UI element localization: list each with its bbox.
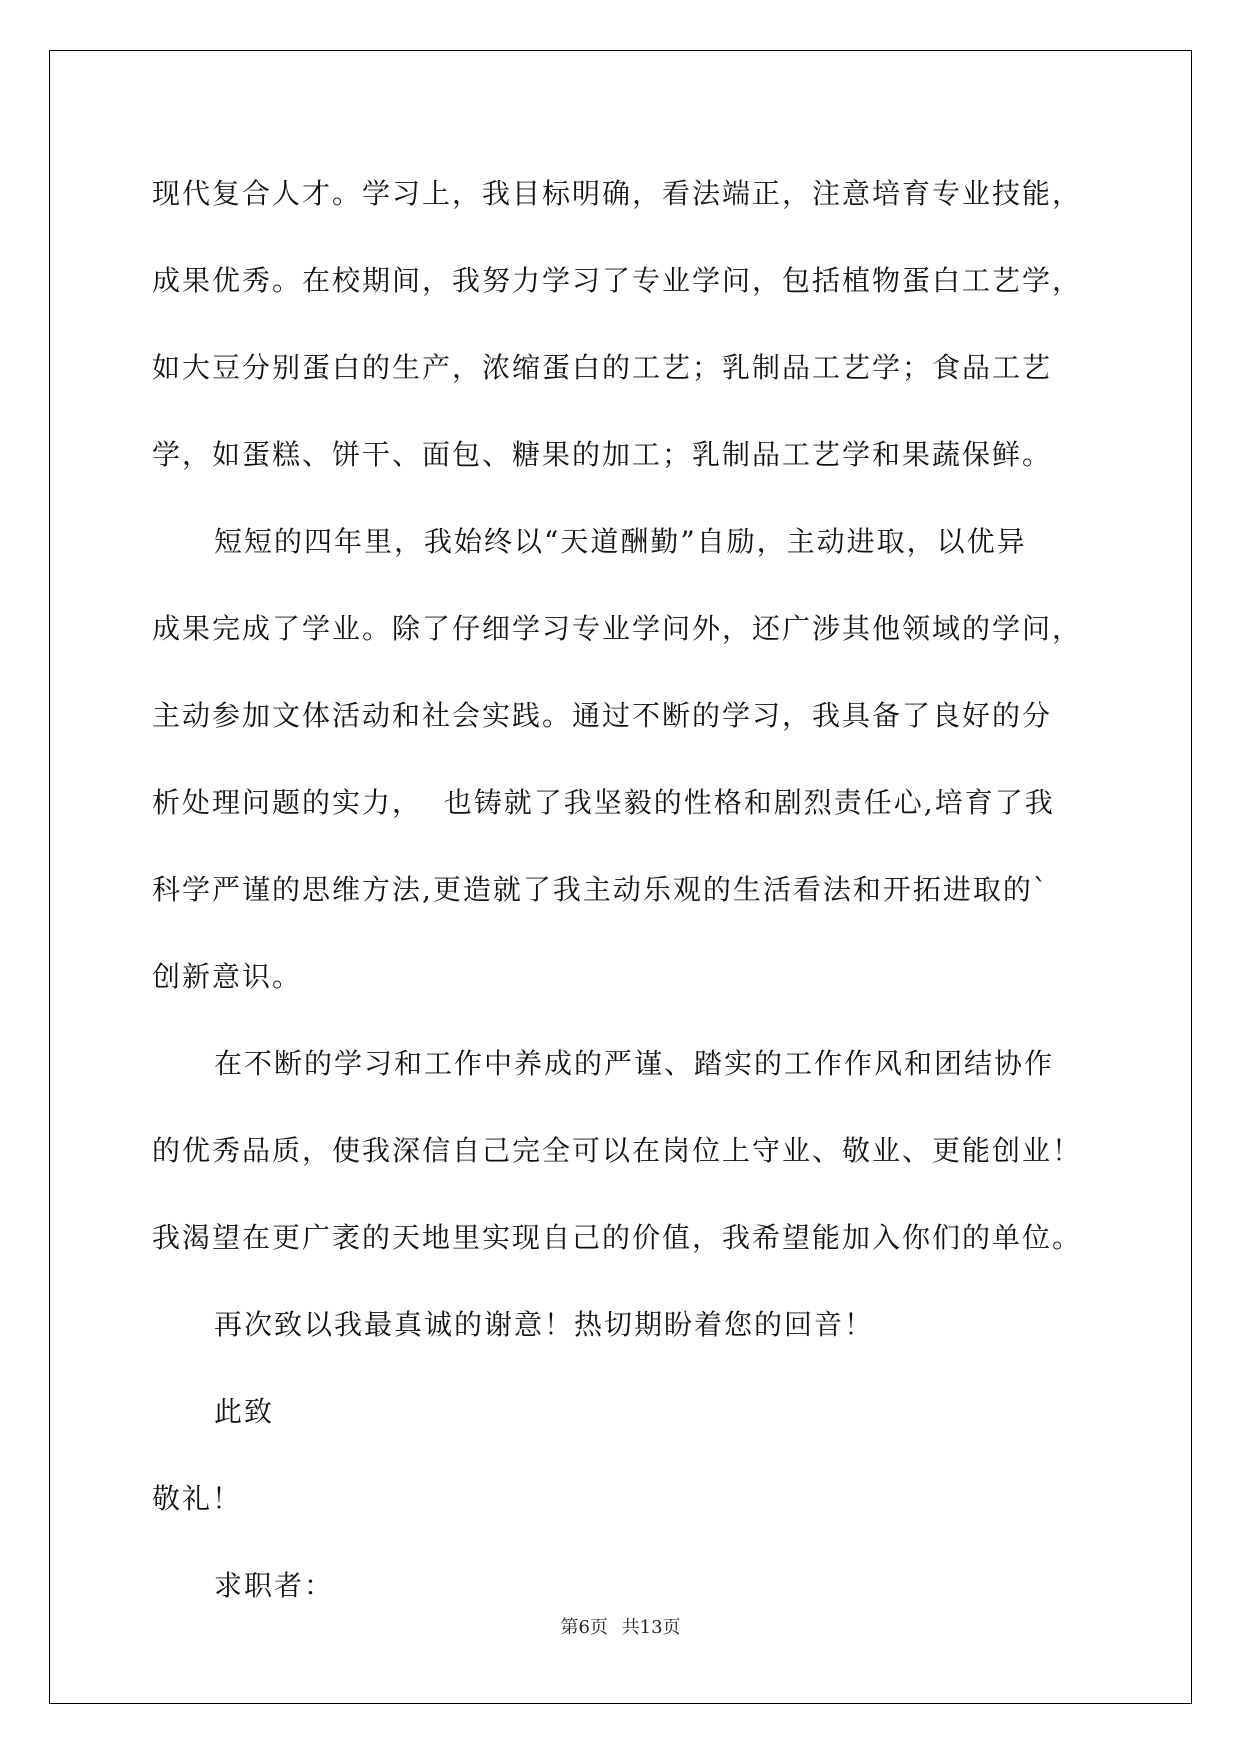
text-line: 如大豆分别蛋白的生产，浓缩蛋白的工艺；乳制品工艺学；食品工艺 <box>152 351 1053 384</box>
page-footer <box>0 1613 1241 1639</box>
text-line: 创新意识。 <box>152 960 303 993</box>
text-line: 现代复合人才。学习上，我目标明确，看法端正，注意培育专业技能， <box>152 177 1083 210</box>
text-line: 科学严谨的思维方法,更造就了我主动乐观的生活看法和开拓进取的` <box>152 873 1049 906</box>
paragraph-start-line: 短短的四年里，我始终以“天道酬勤”自励，主动进取，以优异 <box>214 525 1027 558</box>
text-line: 析处理问题的实力， 也铸就了我坚毅的性格和剧烈责任心,培育了我 <box>152 786 1055 819</box>
text-line: 成果完成了学业。除了仔细学习专业学问外，还广涉其他领域的学问， <box>152 612 1083 645</box>
text-line: 的优秀品质，使我深信自己完全可以在岗位上守业、敬业、更能创业！ <box>152 1134 1083 1167</box>
text-line: 主动参加文体活动和社会实践。通过不断的学习，我具备了良好的分 <box>152 699 1053 732</box>
letter-body <box>152 166 1092 1645</box>
closing-thanks: 再次致以我最真诚的谢意！热切期盼着您的回音！ <box>214 1308 875 1341</box>
salutation-cizhi: 此致 <box>214 1395 275 1428</box>
page-number: 第6页 <box>560 1617 608 1638</box>
text-line: 我渴望在更广袤的天地里实现自己的价值，我希望能加入你们的单位。 <box>152 1221 1083 1254</box>
page-total: 共13页 <box>621 1617 681 1638</box>
salutation-jingli: 敬礼！ <box>152 1482 243 1515</box>
paragraph-start-line: 在不断的学习和工作中养成的严谨、踏实的工作作风和团结协作 <box>214 1047 1055 1080</box>
text-line: 学，如蛋糕、饼干、面包、糖果的加工；乳制品工艺学和果蔬保鲜。 <box>152 438 1053 471</box>
text-line: 成果优秀。在校期间，我努力学习了专业学问，包括植物蛋白工艺学， <box>152 264 1083 297</box>
signature-label: 求职者： <box>214 1569 335 1602</box>
